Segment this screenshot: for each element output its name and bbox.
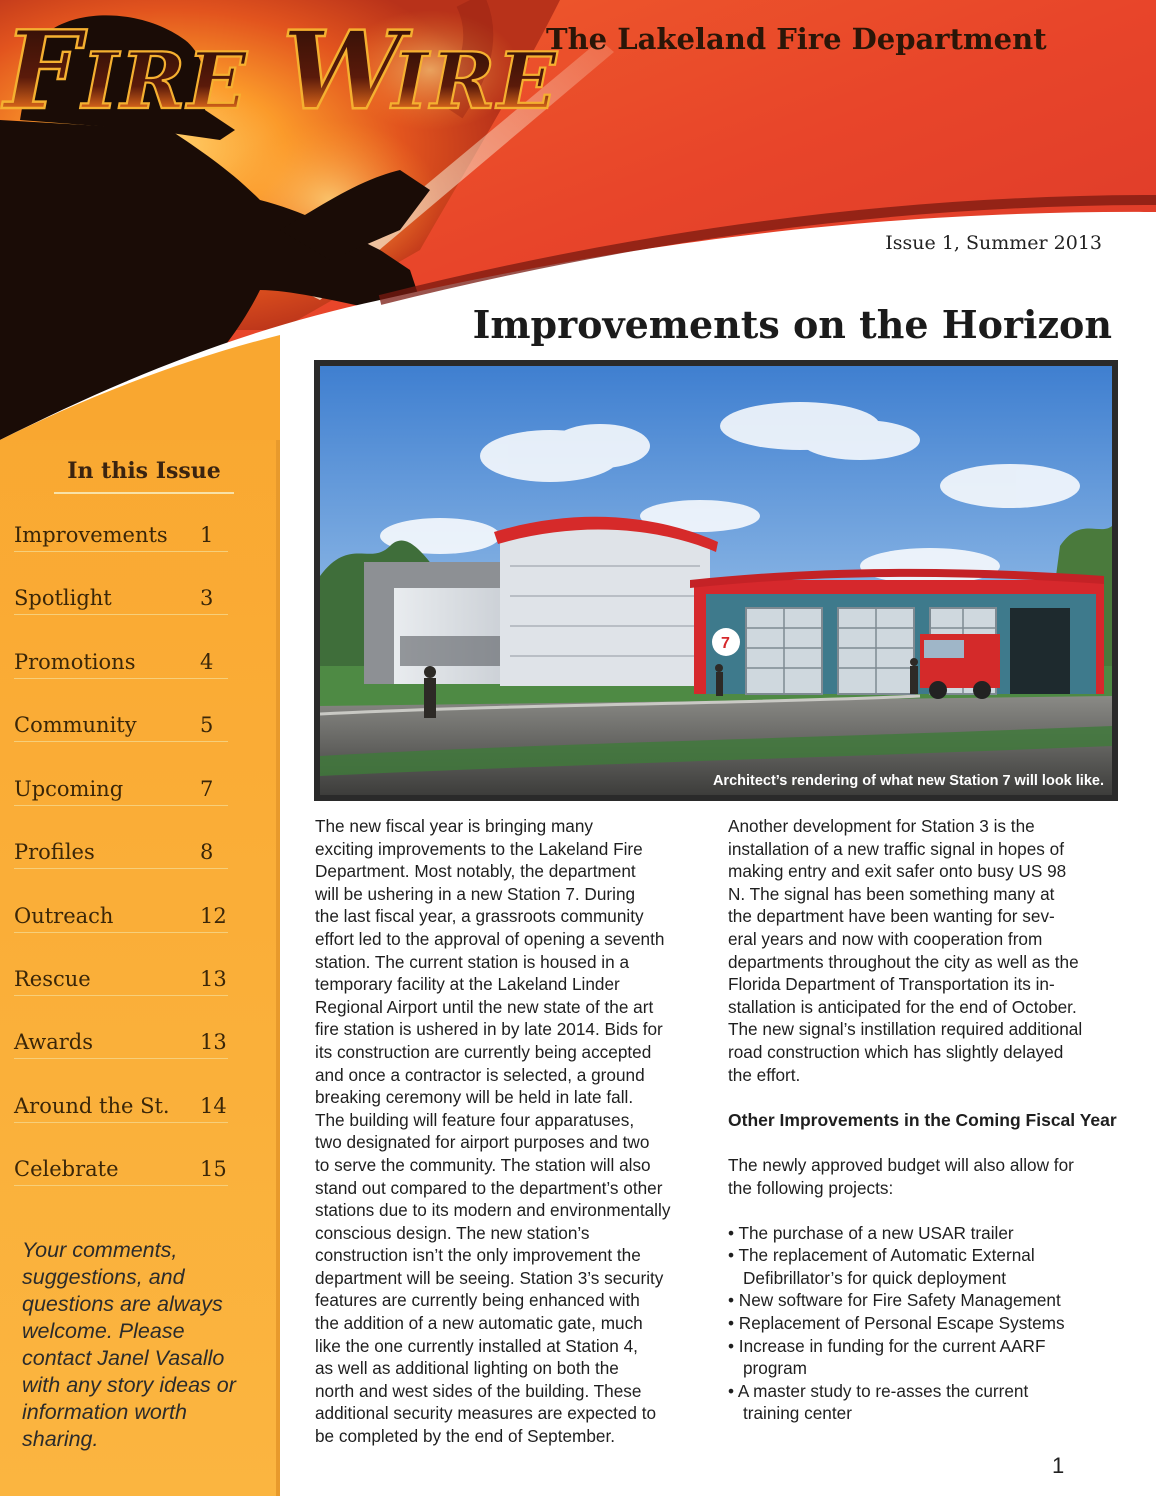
- toc-item-label: Around the St.: [14, 1094, 170, 1118]
- body-text-line: The new fiscal year is bringing many: [315, 816, 593, 836]
- toc-item-label: Spotlight: [14, 586, 112, 610]
- body-text-line: be completed by the end of September.: [315, 1426, 616, 1447]
- body-text-line: The new signal’s instillation required additional: [728, 1019, 1083, 1040]
- toc-item[interactable]: [14, 644, 228, 679]
- body-text-line: as well as additional lighting on both the: [315, 1358, 619, 1379]
- body-text-line: features are currently being enhanced with: [315, 1290, 640, 1311]
- toc-item-label: Rescue: [14, 967, 91, 991]
- toc-item[interactable]: [14, 898, 228, 933]
- toc-item[interactable]: [14, 834, 228, 869]
- toc-item-label: Profiles: [14, 840, 95, 864]
- toc-item-label: Celebrate: [14, 1157, 119, 1181]
- bullet-item: • The purchase of a new USAR trailer: [728, 1222, 1014, 1243]
- body-text-line: eral years and now with cooperation from: [728, 928, 1043, 949]
- body-text-line: construction isn’t the only improvement the: [315, 1245, 641, 1266]
- body-text-line: Florida Department of Transportation its in-: [728, 974, 1055, 995]
- svg-text:F: F: [4, 8, 83, 130]
- page-number: 1: [1052, 1453, 1065, 1478]
- budget-intro: [728, 1154, 1123, 1199]
- bullet-item: • A master study to re-asses the current: [728, 1380, 1029, 1401]
- toc-item-label: Promotions: [14, 650, 136, 674]
- fire-wire-logo: [0, 0, 600, 130]
- toc-item-page: 7: [200, 777, 214, 801]
- toc-item[interactable]: [14, 771, 228, 806]
- issue-info: Issue 1, Summer 2013: [885, 232, 1102, 254]
- article-column-1: [315, 815, 711, 1448]
- body-text-line: fire station is ushered in by late 2014. Bids for: [315, 1019, 663, 1040]
- body-text-line: N. The signal has been something many at: [728, 883, 1055, 904]
- body-text-line: will be ushering in a new Station 7. During: [315, 883, 636, 904]
- toc-item[interactable]: [14, 1151, 228, 1186]
- body-text-line: north and west sides of the building. These: [315, 1380, 642, 1401]
- body-text-line: stations due to its modern and environmentally: [315, 1200, 671, 1221]
- toc-divider: [54, 492, 234, 494]
- body-text-line: stand out compared to the department’s other: [315, 1177, 663, 1198]
- body-text-line: temporary facility at the Lakeland Linder: [315, 974, 620, 995]
- body-text-line: the last fiscal year, a grassroots community: [315, 906, 644, 927]
- toc-item-label: Community: [14, 713, 137, 737]
- body-text-line: its construction are currently being accepted: [315, 1041, 652, 1062]
- body-text-line: breaking ceremony will be held in late fall.: [315, 1087, 634, 1108]
- body-text-line: Regional Airport until the new state of the art: [315, 996, 654, 1017]
- body-text-line: The newly approved budget will also allow for: [728, 1154, 1074, 1175]
- body-text-line: road construction which has slightly delayed: [728, 1041, 1064, 1062]
- body-text-line: effort led to the approval of opening a seventh: [315, 928, 665, 949]
- body-text-line: station. The current station is housed in a: [315, 951, 630, 972]
- body-text-line: two designated for airport purposes and two: [315, 1132, 650, 1153]
- body-text-line: the effort.: [728, 1064, 801, 1085]
- body-text-line: and once a contractor is selected, a ground: [315, 1064, 645, 1085]
- photo-caption: Architect’s rendering of what new Station 7 will look like.: [712, 773, 1104, 789]
- toc-item-label: Improvements: [14, 523, 168, 547]
- body-text-line: Department. Most notably, the department: [315, 861, 636, 882]
- body-text-line: exciting improvements to the Lakeland Fire: [315, 838, 643, 859]
- comments-note: Your comments, suggestions, and questions are always welcome. Please contact Janel Vasallo with any story ideas or information worth sharing.: [22, 1238, 236, 1451]
- station3-paragraph: [728, 815, 1123, 1086]
- toc-item-page: 14: [200, 1094, 227, 1118]
- body-text-line: the following projects:: [728, 1177, 894, 1198]
- body-text-line: additional security measures are expected to: [315, 1403, 657, 1424]
- projects-list: [728, 1222, 1123, 1425]
- body-text-line: the department have been wanting for sev-: [728, 906, 1055, 927]
- toc-item-page: 4: [200, 650, 214, 674]
- toc-item[interactable]: [14, 1024, 228, 1059]
- department-name: The Lakeland Fire Department: [546, 22, 1047, 56]
- bullet-item: • The replacement of Automatic External: [728, 1245, 1035, 1266]
- fire-station-illustration: [320, 366, 1112, 795]
- svg-text:7: 7: [721, 635, 730, 652]
- toc-title: In this Issue: [67, 458, 221, 484]
- toc-item-page: 5: [200, 713, 214, 737]
- article-headline: Improvements on the Horizon: [472, 302, 1112, 347]
- body-text-line: installation of a new traffic signal in hopes of: [728, 838, 1064, 859]
- toc-item[interactable]: [14, 1088, 228, 1123]
- body-text-line: department will be seeing. Station 3’s security: [315, 1267, 664, 1288]
- toc-item[interactable]: [14, 707, 228, 742]
- toc-item-page: 15: [200, 1157, 227, 1181]
- toc-item-page: 3: [200, 586, 214, 610]
- toc-item-page: 13: [200, 1030, 227, 1054]
- body-text-line: making entry and exit safer onto busy US 98: [728, 861, 1067, 882]
- bullet-item: • New software for Fire Safety Management: [728, 1290, 1061, 1311]
- svg-text:W: W: [282, 8, 404, 130]
- toc-item-page: 12: [200, 904, 227, 928]
- body-text-line: departments throughout the city as well as the: [728, 951, 1079, 972]
- article-column-2: [728, 815, 1123, 1425]
- station-rendering-photo: [314, 360, 1118, 801]
- toc-item-page: 8: [200, 840, 214, 864]
- body-text-line: like the one currently installed at Station 4,: [315, 1335, 638, 1356]
- bullet-item-continued: training center: [743, 1403, 852, 1424]
- section-subheading: Other Improvements in the Coming Fiscal Year: [728, 1109, 1117, 1130]
- body-text-line: to serve the community. The station will also: [315, 1154, 651, 1175]
- toc-item-label: Outreach: [14, 904, 114, 928]
- body-text-line: The building will feature four apparatuses,: [315, 1109, 635, 1130]
- svg-text:IRE: IRE: [82, 36, 249, 127]
- toc-item-page: 13: [200, 967, 227, 991]
- toc-item-label: Awards: [14, 1030, 93, 1054]
- body-text-line: conscious design. The new station’s: [315, 1222, 590, 1243]
- body-text-line: Another development for Station 3 is the: [728, 816, 1035, 836]
- body-text-line: stallation is anticipated for the end of October.: [728, 996, 1077, 1017]
- toc-item-page: 1: [200, 523, 214, 547]
- bullet-item-continued: program: [743, 1358, 807, 1379]
- toc-item[interactable]: [14, 580, 228, 615]
- bullet-item: • Increase in funding for the current AARF: [728, 1335, 1046, 1356]
- svg-text:IRE: IRE: [392, 36, 559, 127]
- toc-item[interactable]: [14, 517, 228, 552]
- body-text-line: the addition of a new automatic gate, much: [315, 1313, 643, 1334]
- toc-item[interactable]: [14, 961, 228, 996]
- bullet-item-continued: Defibrillator’s for quick deployment: [743, 1267, 1007, 1288]
- toc-item-label: Upcoming: [14, 777, 124, 801]
- bullet-item: • Replacement of Personal Escape Systems: [728, 1313, 1065, 1334]
